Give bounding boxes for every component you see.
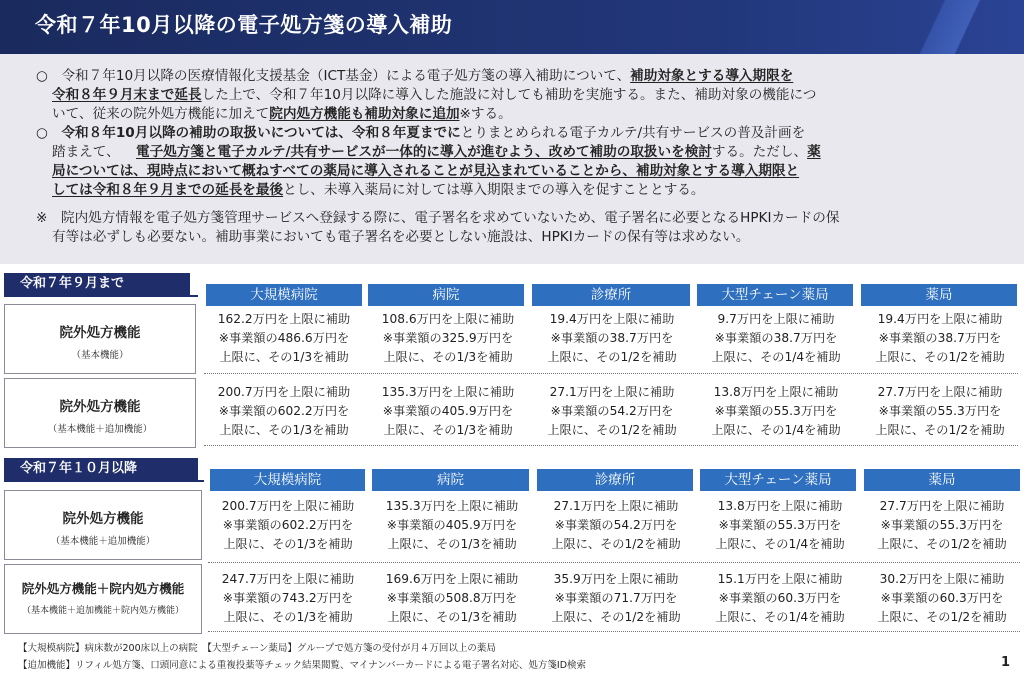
t2-r2-clinic: 35.9万円を上限に補助 ※事業額の71.7万円を 上限に、その1/2を補助 [551, 572, 681, 624]
t1-r1-large-hospital: 162.2万円を上限に補助 ※事業額の486.6万円を 上限に、その1/3を補助 [217, 312, 351, 364]
note-2-line-1: ○ 令和８年10月以降の補助の取扱いについては、令和８年夏までにとりまとめられる電子カルテ/共有サービスの普及計画を [36, 125, 806, 141]
col-head-chain-pharmacy: 大型チェーン薬局 [697, 284, 853, 306]
t1-r2-chain-pharmacy: 13.8万円を上限に補助 ※事業額の55.3万円を 上限に、その1/4を補助 [711, 385, 841, 437]
t1-r1-clinic: 19.4万円を上限に補助 ※事業額の38.7万円を 上限に、その1/2を補助 [547, 312, 677, 364]
t1-r1-hospital: 108.6万円を上限に補助 ※事業額の325.9万円を 上限に、その1/3を補助 [381, 312, 515, 364]
t1-r2-large-hospital: 200.7万円を上限に補助 ※事業額の602.2万円を 上限に、その1/3を補助 [217, 385, 351, 437]
section-underline [4, 480, 204, 482]
t2-r1-large-hospital: 200.7万円を上限に補助 ※事業額の602.2万円を 上限に、その1/3を補助 [221, 499, 355, 551]
row-label-basic-plus-added: 院外処方機能 （基本機能＋追加機能） [4, 378, 196, 448]
col-head-large-hospital: 大規模病院 [210, 469, 365, 491]
row-label-outpatient-plus-inpatient: 院外処方機能＋院内処方機能 （基本機能＋追加機能＋院内処方機能） [4, 564, 202, 634]
note-2-line-2: 踏まえて、 [52, 144, 120, 160]
t2-r1-clinic: 27.1万円を上限に補助 ※事業額の54.2万円を 上限に、その1/2を補助 [551, 499, 681, 551]
section-label-from-oct: 令和７年１０月以降 [4, 458, 198, 480]
note-1-line-3: いて、従来の院外処方機能に加えて院内処方機能も補助対象に追加※する。 [52, 106, 512, 122]
row-divider [208, 631, 1020, 632]
row-label-basic: 院外処方機能 （基本機能） [4, 304, 196, 374]
t2-r2-large-hospital: 247.7万円を上限に補助 ※事業額の743.2万円を 上限に、その1/3を補助 [221, 572, 355, 624]
col-head-chain-pharmacy: 大型チェーン薬局 [700, 469, 856, 491]
row-divider [208, 562, 1020, 563]
row-divider [204, 445, 1018, 446]
col-head-pharmacy: 薬局 [864, 469, 1020, 491]
note-3-line-1: ※ 院内処方情報を電子処方箋管理サービスへ登録する際に、電子署名を求めていないため、電子署名に必要となるHPKIカードの保 [36, 210, 840, 226]
t2-r1-hospital: 135.3万円を上限に補助 ※事業額の405.9万円を 上限に、その1/3を補助 [385, 499, 519, 551]
note-2-line-5: しては令和８年９月までの延長を最後とし、未導入薬局に対しては導入期限までの導入を促すこととする。 [52, 182, 705, 198]
col-head-pharmacy: 薬局 [861, 284, 1017, 306]
section-underline [4, 295, 198, 297]
t1-r1-chain-pharmacy: 9.7万円を上限に補助 ※事業額の38.7万円を 上限に、その1/4を補助 [711, 312, 841, 364]
note-1-line-1: ○ 令和７年10月以降の医療情報化支援基金（ICT基金）による電子処方箋の導入補助について、補助対象とする導入期限を [36, 68, 794, 84]
t2-r1-chain-pharmacy: 13.8万円を上限に補助 ※事業額の55.3万円を 上限に、その1/4を補助 [715, 499, 845, 551]
note-2-line-4: 局については、現時点において概ねすべての薬局に導入されることが見込まれていることから、補助対象とする導入期限と [52, 163, 800, 179]
t2-r1-pharmacy: 27.7万円を上限に補助 ※事業額の55.3万円を 上限に、その1/2を補助 [877, 499, 1007, 551]
note-3-line-2: 有等は必ずしも必要ない。補助事業においても電子署名を必要としない施設は、HPKIカードの保有等は求めない。 [52, 229, 750, 245]
t2-r2-hospital: 169.6万円を上限に補助 ※事業額の508.8万円を 上限に、その1/3を補助 [385, 572, 519, 624]
note-1-line-2: 令和８年９月末まで延長した上で、令和７年10月以降に導入した施設に対しても補助を実施する。また、補助対象の機能につ [52, 87, 817, 103]
row-divider [204, 373, 1018, 374]
page-number: 1 [1000, 655, 1010, 670]
page-title: 令和７年10月以降の電子処方箋の導入補助 [35, 13, 453, 37]
footnote-added-functions: 【追加機能】リフィル処方箋、口頭同意による重複投薬等チェック結果閲覧、マイナンバーカードによる電子署名対応、処方箋ID検索 [18, 660, 587, 671]
t1-r2-pharmacy: 27.7万円を上限に補助 ※事業額の55.3万円を 上限に、その1/2を補助 [875, 385, 1005, 437]
col-head-hospital: 病院 [368, 284, 524, 306]
t1-r1-pharmacy: 19.4万円を上限に補助 ※事業額の38.7万円を 上限に、その1/2を補助 [875, 312, 1005, 364]
col-head-large-hospital: 大規模病院 [206, 284, 362, 306]
row-label-basic-plus-added: 院外処方機能 （基本機能＋追加機能） [4, 490, 202, 560]
section-label-until-sep: 令和７年９月まで [4, 273, 190, 295]
t2-r2-chain-pharmacy: 15.1万円を上限に補助 ※事業額の60.3万円を 上限に、その1/4を補助 [715, 572, 845, 624]
page-header [0, 0, 1024, 54]
t1-r2-hospital: 135.3万円を上限に補助 ※事業額の405.9万円を 上限に、その1/3を補助 [381, 385, 515, 437]
footnote-definitions: 【大規模病院】病床数が200床以上の病院 【大型チェーン薬局】グループで処方箋の受付が月４万回以上の薬局 [18, 643, 496, 654]
col-head-hospital: 病院 [372, 469, 529, 491]
t2-r2-pharmacy: 30.2万円を上限に補助 ※事業額の60.3万円を 上限に、その1/2を補助 [877, 572, 1007, 624]
t1-r2-clinic: 27.1万円を上限に補助 ※事業額の54.2万円を 上限に、その1/2を補助 [547, 385, 677, 437]
col-head-clinic: 診療所 [532, 284, 690, 306]
note-2-line-3: 電子処方箋と電子カルテ/共有サービスが一体的に導入が進むよう、改めて補助の取扱いを検討する。ただし、薬 [136, 144, 821, 160]
col-head-clinic: 診療所 [537, 469, 693, 491]
